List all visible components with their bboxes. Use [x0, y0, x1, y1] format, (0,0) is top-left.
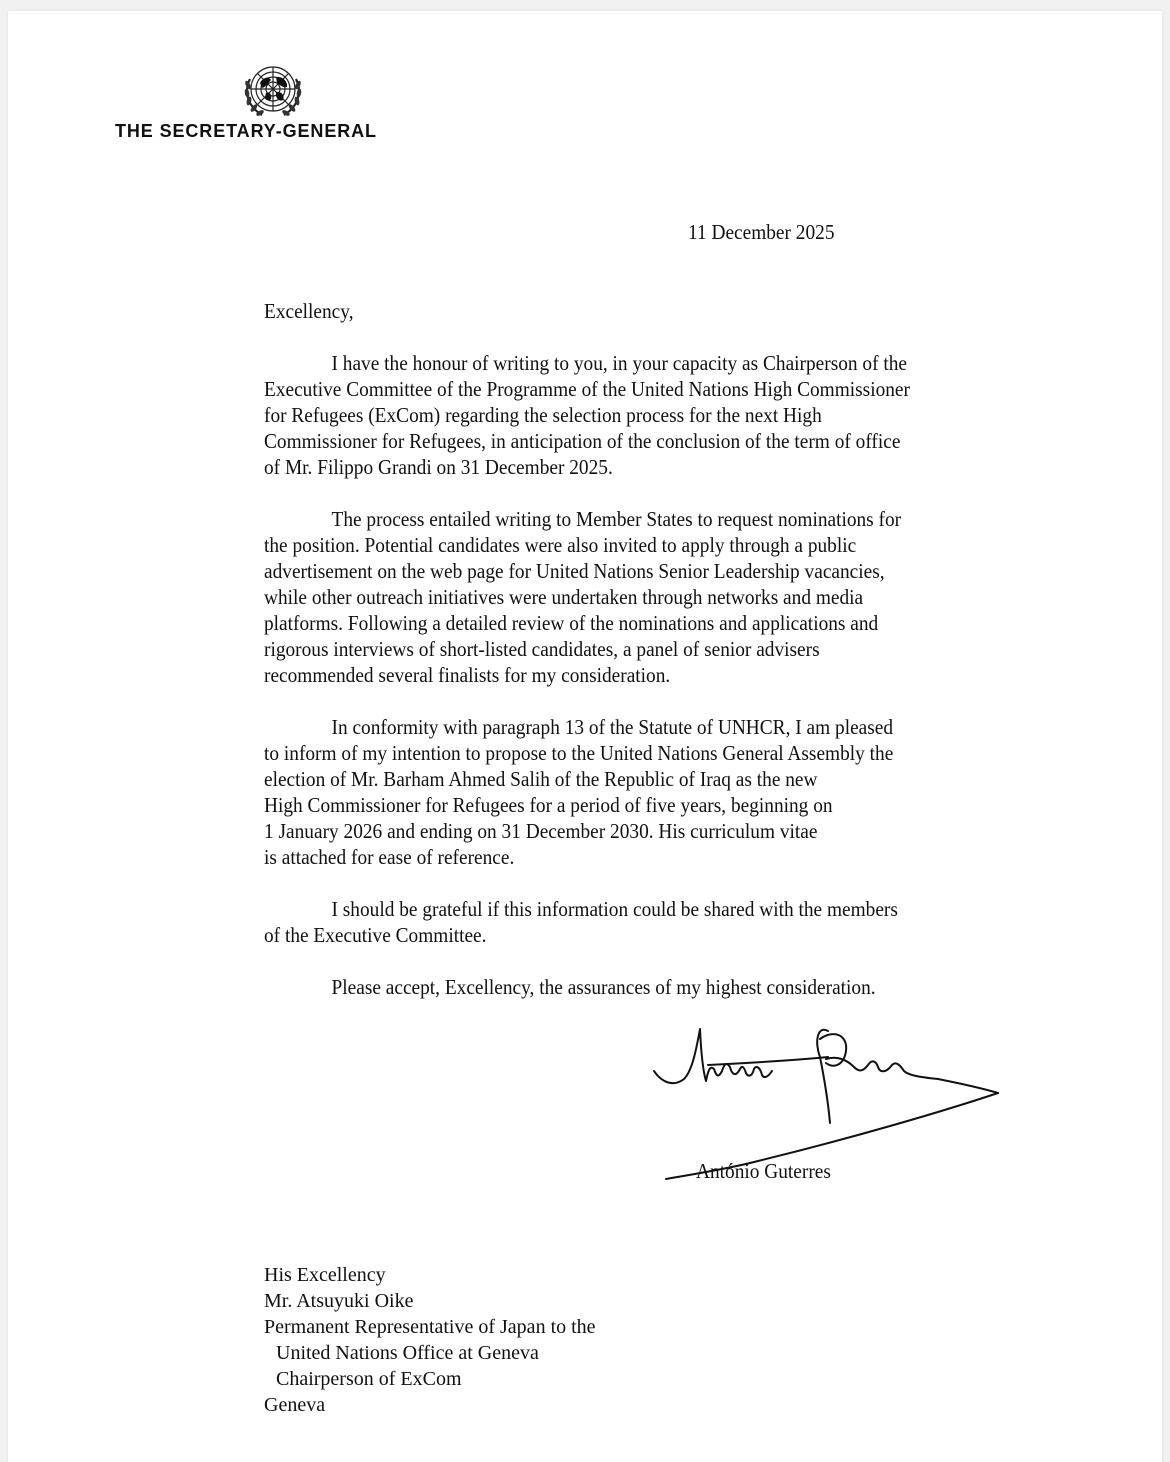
signer-name: António Guterres [696, 1159, 831, 1183]
paragraph-2 [264, 506, 901, 688]
addressee-line: His Excellency [264, 1264, 386, 1286]
paragraph-line: 1 January 2026 and ending on 31 December 2030. His curriculum vitae [264, 819, 818, 843]
paragraph-line: recommended several finalists for my consideration. [264, 663, 671, 687]
paragraph-line: is attached for ease of reference. [264, 845, 515, 869]
paragraph-4 [264, 896, 898, 948]
paragraph-line: High Commissioner for Refugees for a period of five years, beginning on [264, 793, 833, 817]
paragraph-line: The process entailed writing to Member States to request nominations for [331, 507, 902, 531]
salutation: Excellency, [264, 299, 354, 323]
addressee-line: Chairperson of ExCom [276, 1368, 462, 1390]
paragraph-line: platforms. Following a detailed review of the nominations and applications and [264, 611, 879, 635]
un-emblem-icon [238, 61, 308, 121]
paragraph-1 [264, 350, 910, 480]
paragraph-line: of Mr. Filippo Grandi on 31 December 2025. [264, 455, 613, 479]
paragraph-line: the position. Potential candidates were also invited to apply through a public [264, 533, 857, 557]
paragraph-line: for Refugees (ExCom) regarding the selection process for the next High [264, 403, 822, 427]
paragraph-line: In conformity with paragraph 13 of the Statute of UNHCR, I am pleased [331, 715, 894, 739]
paragraph-line: election of Mr. Barham Ahmed Salih of the Republic of Iraq as the new [264, 767, 818, 791]
letter-page [8, 11, 1162, 1462]
paragraph-line: I should be grateful if this information could be shared with the members [331, 897, 898, 921]
addressee-line: Permanent Representative of Japan to the [264, 1316, 596, 1338]
addressee-block [264, 1262, 596, 1418]
addressee-line: Mr. Atsuyuki Oike [264, 1290, 414, 1312]
paragraph-line: to inform of my intention to propose to the United Nations General Assembly the [264, 741, 894, 765]
paragraph-line: advertisement on the web page for United Nations Senior Leadership vacancies, [264, 559, 885, 583]
letterhead-title: THE SECRETARY-GENERAL [115, 121, 377, 141]
closing-paragraph [264, 974, 876, 1000]
paragraph-line: Commissioner for Refugees, in anticipation of the conclusion of the term of office [264, 429, 901, 453]
paragraph-3 [264, 714, 893, 870]
paragraph-line: while other outreach initiatives were undertaken through networks and media [264, 585, 864, 609]
paragraph-line: of the Executive Committee. [264, 923, 487, 947]
addressee-line: Geneva [264, 1394, 326, 1416]
paragraph-line: rigorous interviews of short-listed candidates, a panel of senior advisers [264, 637, 820, 661]
addressee-line: United Nations Office at Geneva [276, 1342, 539, 1364]
paragraph-line: Please accept, Excellency, the assurances of my highest consideration. [331, 975, 876, 999]
paragraph-line: Executive Committee of the Programme of the United Nations High Commissioner [264, 377, 910, 401]
letter-date: 11 December 2025 [688, 220, 835, 244]
paragraph-line: I have the honour of writing to you, in your capacity as Chairperson of the [331, 351, 908, 375]
